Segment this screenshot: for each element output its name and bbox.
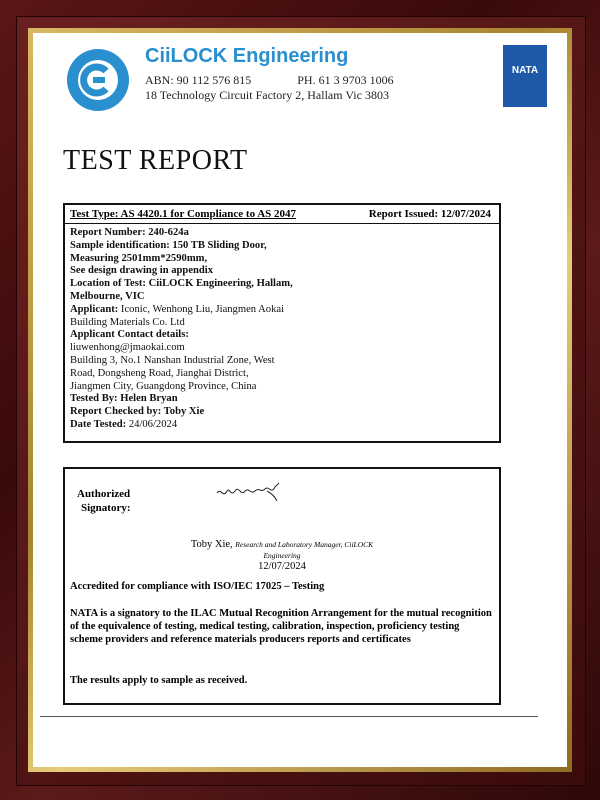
report-lines <box>70 227 492 432</box>
report-header-row <box>65 205 499 224</box>
signatory-name-line <box>65 539 499 550</box>
location-line: Location of Test: CiiLOCK Engineering, Hallam, <box>70 278 293 290</box>
ciilock-logo <box>65 47 131 113</box>
applicant-label: Applicant: <box>70 303 119 315</box>
company-name: CiiLOCK Engineering <box>145 45 349 67</box>
signatory-date: 12/07/2024 <box>258 561 306 572</box>
contact-line <box>145 73 394 88</box>
report-number: Report Number: 240-624a <box>70 227 189 238</box>
location-line: Melbourne, VIC <box>70 290 145 302</box>
results-statement: The results apply to sample as received. <box>70 675 248 686</box>
applicant-line: Building Materials Co. Ltd <box>70 316 185 328</box>
contact-label: Applicant Contact details: <box>70 329 189 341</box>
date-label: Date Tested: <box>70 418 127 430</box>
signatory-name: Toby Xie, <box>190 539 236 550</box>
applicant-value: Iconic, Wenhong Liu, Jiangmen Aokai <box>118 303 285 315</box>
document-page <box>33 33 567 767</box>
abn: ABN: 90 112 576 815 <box>145 73 252 87</box>
signatory-box <box>63 467 501 705</box>
applicant-line <box>70 304 492 317</box>
nata-badge <box>503 45 547 107</box>
sample-line: See design drawing in appendix <box>70 265 214 277</box>
signatory-role-cont: Engineering <box>263 551 301 560</box>
authorized-label-line: Authorized <box>77 488 131 500</box>
phone: PH. 61 3 9703 1006 <box>297 73 394 87</box>
signatory-role: Research and Laboratory Manager, CiiLOCK <box>235 540 374 549</box>
sample-line: Measuring 2501mm*2590mm, <box>70 252 208 264</box>
nata-label: NATA <box>511 65 539 76</box>
divider <box>40 716 538 717</box>
authorized-label <box>77 487 131 515</box>
date-value: 24/06/2024 <box>126 418 178 430</box>
contact-address: Jiangmen City, Guangdong Province, China <box>70 380 257 392</box>
page-title: TEST REPORT <box>63 145 248 176</box>
handwritten-signature <box>215 479 295 507</box>
report-details-box <box>63 203 501 443</box>
report-issued: Report Issued: 12/07/2024 <box>368 208 491 220</box>
test-type: Test Type: AS 4420.1 for Compliance to AS 2047 <box>70 208 297 220</box>
company-address: 18 Technology Circuit Factory 2, Hallam Vic 3803 <box>145 88 389 102</box>
checked-by: Report Checked by: Toby Xie <box>70 406 205 418</box>
sample-line: Sample identification: 150 TB Sliding Door, <box>70 239 267 251</box>
nata-statement: NATA is a signatory to the ILAC Mutual Recognition Arrangement for the mutual recognition of the equivalence of testing, medical testing, calibration, inspection, proficiency testing scheme providers and reference materials producers reports and certificates <box>70 608 492 645</box>
tested-by: Tested By: Helen Bryan <box>70 393 178 405</box>
accreditation-statement: Accredited for compliance with ISO/IEC 17025 – Testing <box>70 581 325 592</box>
date-tested <box>70 419 492 432</box>
signatory-label-line: Signatory: <box>81 502 131 514</box>
contact-email: liuwenhong@jmaokai.com <box>70 342 185 354</box>
contact-address: Building 3, No.1 Nanshan Industrial Zone, West <box>70 354 275 366</box>
contact-address: Road, Dongsheng Road, Jianghai District, <box>70 367 249 379</box>
